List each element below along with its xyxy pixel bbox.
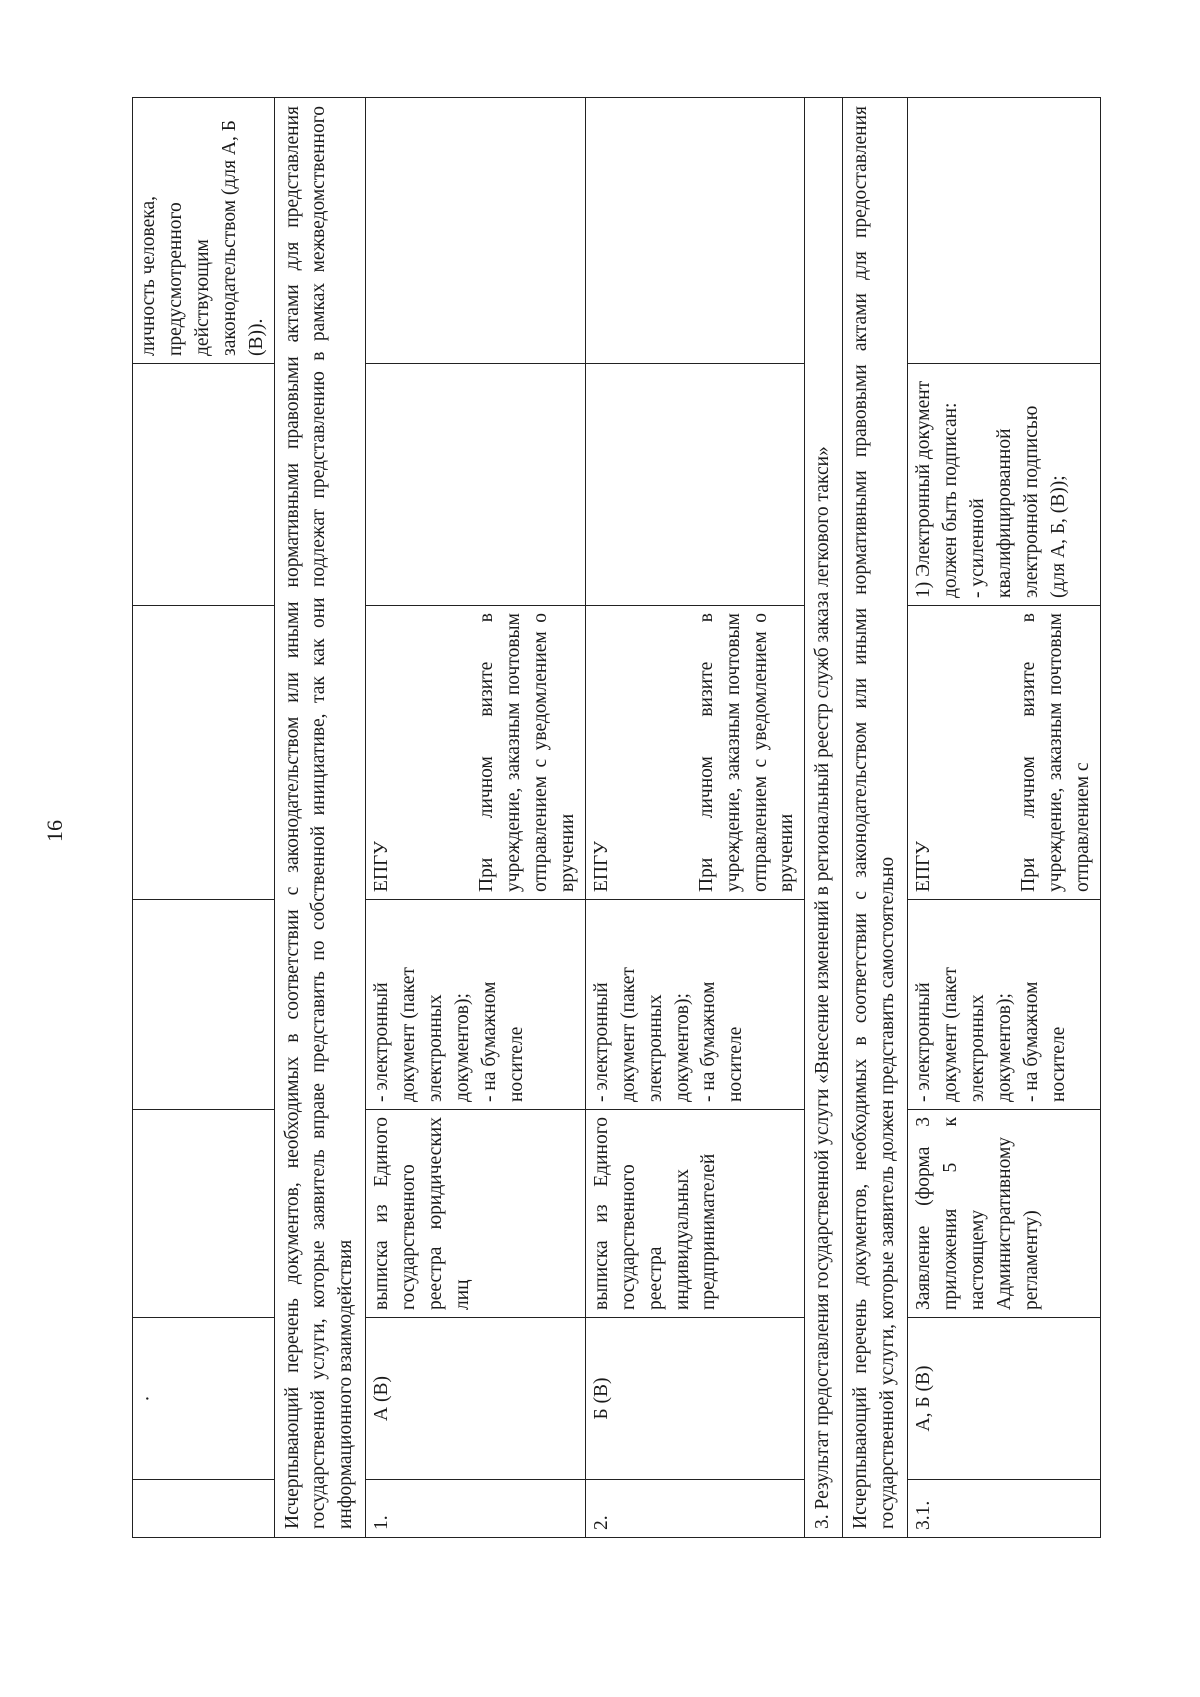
submission-methods xyxy=(585,606,805,900)
document-name: Заявление (форма 3 приложения 5 к настоящему Административному регламенту) xyxy=(908,1110,1101,1318)
method-epgu: ЕПГУ xyxy=(371,840,393,892)
document-form: - электронный документ (пакет электронных документов); - на бумажном носителе xyxy=(366,900,586,1110)
requirements: 1) Электронный документ должен быть подписан: - усиленной квалифицированной электронной подписью (для А, Б, (В)); xyxy=(908,364,1101,606)
section1-header-row xyxy=(274,98,366,1538)
method-in-person-mail: При личном визите в учреждение, заказным почтовым отправлением с уведомлением о вручении xyxy=(476,613,578,892)
row-number: 1. xyxy=(366,1480,586,1538)
section3-header-row xyxy=(843,98,908,1538)
cell-mark: · xyxy=(133,1318,275,1480)
documents-table xyxy=(132,97,1101,1538)
spacer xyxy=(938,613,1016,892)
cell-identity-note: личность человека, предусмотренного действующим законодательством (для А, Б (В)). xyxy=(133,98,275,364)
spacer xyxy=(616,613,694,892)
applicant-category: А (В) xyxy=(366,1318,586,1480)
table-row xyxy=(585,98,805,1538)
section1-header: Исчерпывающий перечень документов, необходимых в соответствии с законодательством или иными нормативными правовыми актами для представления государственной услуги, которые заявитель вправе представить по собственной инициативе, так как они подлежат представлению в рамках межведомственного информационного взаимодействия xyxy=(274,98,366,1538)
method-in-person-mail: При личном визите в учреждение, заказным почтовым отправлением с уведомлением о вручении xyxy=(695,613,798,892)
spacer xyxy=(396,613,474,892)
row-number: 2. xyxy=(585,1480,805,1538)
row-number: 3.1. xyxy=(908,1480,1101,1538)
submission-methods xyxy=(908,606,1101,900)
document-form: - электронный документ (пакет электронных документов); - на бумажном носителе xyxy=(908,900,1101,1110)
cell-empty xyxy=(133,1480,275,1538)
applicant-category: А, Б (В) xyxy=(908,1318,1101,1480)
cell-empty xyxy=(133,900,275,1110)
cell-empty xyxy=(908,98,1101,364)
method-in-person-mail: При личном визите в учреждение, заказным почтовым отправлением с xyxy=(1017,613,1093,892)
cell-empty xyxy=(366,98,586,364)
table-row-continued xyxy=(133,98,275,1538)
method-epgu: ЕПГУ xyxy=(590,840,612,892)
requirements xyxy=(585,364,805,606)
table-row xyxy=(908,98,1101,1538)
document-name: выписка из Единого государственного реестра индивидуальных предпринимателей xyxy=(585,1110,805,1318)
cell-empty xyxy=(133,364,275,606)
cell-empty xyxy=(133,1110,275,1318)
cell-empty xyxy=(585,98,805,364)
applicant-category: Б (В) xyxy=(585,1318,805,1480)
section3-title: 3. Результат предоставления государственной услуги «Внесение изменений в региональный реестр служб заказа легкового такси» xyxy=(805,98,843,1538)
document-form: - электронный документ (пакет электронных документов); - на бумажном носителе xyxy=(585,900,805,1110)
table-row xyxy=(366,98,586,1538)
requirements xyxy=(366,364,586,606)
section3-header: Исчерпывающий перечень документов, необходимых в соответствии с законодательством или иными нормативными правовыми актами для предоставления государственной услуги, которые заявитель должен представить самостоятельно xyxy=(843,98,908,1538)
cell-empty xyxy=(133,606,275,900)
rotated-page-content xyxy=(132,98,1102,1538)
method-epgu: ЕПГУ xyxy=(913,840,935,892)
page-number: 16 xyxy=(42,820,67,842)
section3-title-row xyxy=(805,98,843,1538)
submission-methods xyxy=(366,606,586,900)
document-name: выписка из Единого государственного реестра юридических лиц xyxy=(366,1110,586,1318)
